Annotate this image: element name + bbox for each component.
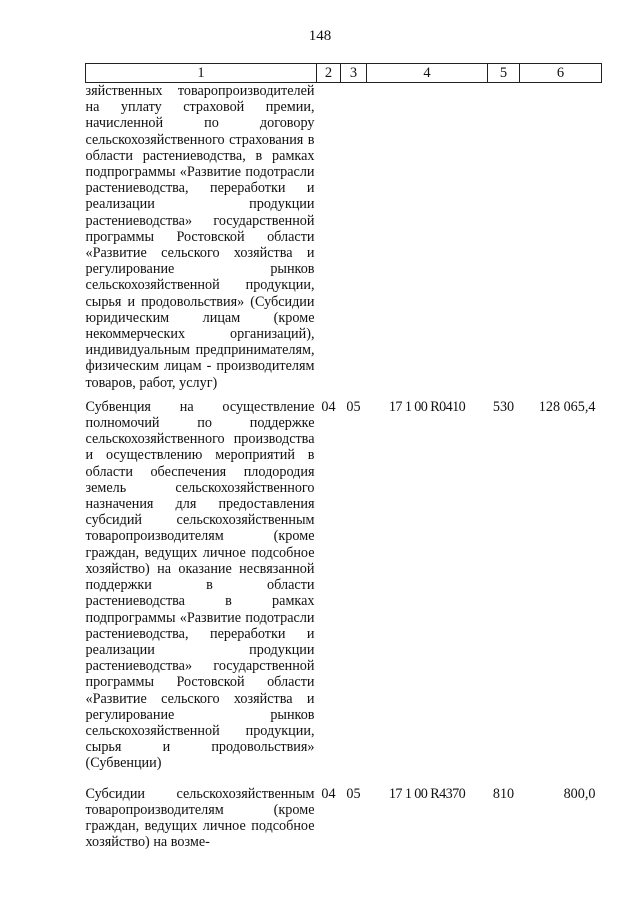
- column-header-3: 3: [341, 64, 367, 83]
- row-subsection-code: 05: [346, 785, 361, 802]
- column-header-2: 2: [317, 64, 341, 83]
- row-description: Субвенция на осуществление полномочий по поддержке сельскохозяйственного производства и осуществлению мероприятий в области обеспечения плодородия земель сельскохозяйственного назначения для предоставления субсидий сельскохозяйственным товаропроизводителям (кроме граждан, ведущих личное подсобное хозяйство) на оказание несвязанной поддержки в области растениеводства в рамках подпрограммы «Развитие подотрасли растениеводства, переработки и реализации продукции растениеводства» государственной программы Ростовской области «Развитие сельского хозяйства и регулирование рынков сельскохозяйственной продукции, сырья и продовольствия» (Субвенции): [85, 398, 315, 772]
- row-section-code: [317, 83, 341, 399]
- row-subsection-code: 05: [346, 398, 361, 415]
- row-amount: 800,0: [563, 785, 596, 802]
- row-description: Субсидии сельскохозяйственным товаропроизводителям (кроме граждан, ведущих личное подсобное хозяйство) на возме-: [85, 785, 315, 851]
- table-row: [86, 786, 602, 851]
- table-row: [86, 399, 602, 786]
- row-expense-type: 530: [492, 398, 515, 415]
- column-header-5: 5: [488, 64, 520, 83]
- row-subsection-code: [341, 83, 367, 399]
- row-expense-type: 810: [492, 785, 515, 802]
- row-expense-type: [488, 83, 520, 399]
- row-amount: [520, 83, 602, 399]
- row-section-code: 04: [321, 785, 336, 802]
- row-target-article: 17 1 00 R0410: [388, 398, 466, 415]
- row-target-article: [367, 83, 488, 399]
- column-header-6: 6: [520, 64, 602, 83]
- row-description: зяйственных товаропроизводителей на уплату страховой премии, начисленной по договору сельскохозяйственного страхования в области растениеводства, в рамках подпрограммы «Развитие подотрасли растениеводства, переработки и реализации продукции растениеводства» государственной программы Ростовской области «Развитие сельского хозяйства и регулирование рынков сельскохозяйственной продукции, сырья и продовольствия» (Субсидии юридическим лицам (кроме некоммерческих организаций), индивидуальным предпринимателям, физическим лицам - производителям товаров, работ, услуг): [85, 83, 315, 391]
- column-header-1: 1: [86, 64, 317, 83]
- page-number: 148: [308, 28, 332, 44]
- table-header-row: [86, 64, 602, 83]
- row-amount: 128 065,4: [538, 398, 596, 415]
- budget-table: [85, 63, 602, 850]
- row-section-code: 04: [321, 398, 336, 415]
- column-header-4: 4: [367, 64, 488, 83]
- table-row: [86, 83, 602, 399]
- row-target-article: 17 1 00 R4370: [388, 785, 466, 802]
